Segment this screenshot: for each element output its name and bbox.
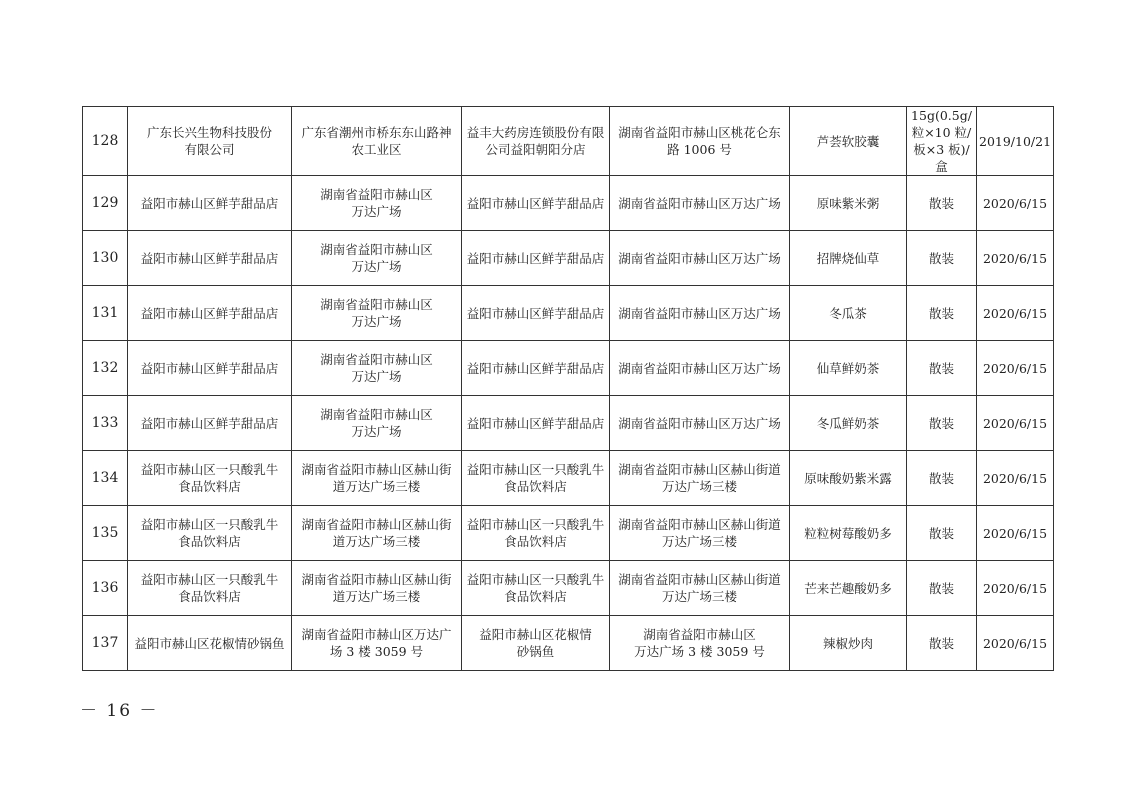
sampled-unit: 益阳市赫山区鲜芋甜品店 <box>462 231 610 286</box>
product-name: 冬瓜鲜奶茶 <box>790 396 907 451</box>
production-date: 2019/10/21 <box>977 107 1054 176</box>
table-row <box>83 231 1054 286</box>
product-name: 粒粒树莓酸奶多 <box>790 506 907 561</box>
specification: 散装 <box>907 286 977 341</box>
producer-address: 湖南省益阳市赫山区 万达广场 <box>292 396 462 451</box>
sampled-unit: 益阳市赫山区鲜芋甜品店 <box>462 396 610 451</box>
product-name: 芒来芒趣酸奶多 <box>790 561 907 616</box>
sampled-address: 湖南省益阳市赫山区赫山街道 万达广场三楼 <box>610 451 790 506</box>
producer-name: 益阳市赫山区鲜芋甜品店 <box>128 176 292 231</box>
sampled-unit: 益阳市赫山区鲜芋甜品店 <box>462 176 610 231</box>
specification: 散装 <box>907 396 977 451</box>
sampled-unit: 益丰大药房连锁股份有限 公司益阳朝阳分店 <box>462 107 610 176</box>
sampled-address: 湖南省益阳市赫山区 万达广场 3 楼 3059 号 <box>610 616 790 671</box>
product-name: 招牌烧仙草 <box>790 231 907 286</box>
producer-address: 湖南省益阳市赫山区 万达广场 <box>292 341 462 396</box>
product-name: 仙草鲜奶茶 <box>790 341 907 396</box>
producer-name: 益阳市赫山区鲜芋甜品店 <box>128 231 292 286</box>
row-number: 133 <box>83 396 128 451</box>
production-date: 2020/6/15 <box>977 396 1054 451</box>
row-number: 134 <box>83 451 128 506</box>
specification: 散装 <box>907 451 977 506</box>
producer-address: 广东省潮州市桥东东山路神 农工业区 <box>292 107 462 176</box>
production-date: 2020/6/15 <box>977 286 1054 341</box>
table-row <box>83 506 1054 561</box>
row-number: 132 <box>83 341 128 396</box>
producer-name: 益阳市赫山区花椒情砂锅鱼 <box>128 616 292 671</box>
specification: 散装 <box>907 176 977 231</box>
producer-name: 益阳市赫山区鲜芋甜品店 <box>128 396 292 451</box>
row-number: 130 <box>83 231 128 286</box>
row-number: 137 <box>83 616 128 671</box>
producer-address: 湖南省益阳市赫山区 万达广场 <box>292 176 462 231</box>
table-row <box>83 396 1054 451</box>
table-row <box>83 561 1054 616</box>
row-number: 135 <box>83 506 128 561</box>
product-name: 原味紫米粥 <box>790 176 907 231</box>
production-date: 2020/6/15 <box>977 341 1054 396</box>
producer-address: 湖南省益阳市赫山区赫山街 道万达广场三楼 <box>292 451 462 506</box>
row-number: 128 <box>83 107 128 176</box>
producer-name: 益阳市赫山区一只酸乳牛 食品饮料店 <box>128 451 292 506</box>
specification: 散装 <box>907 341 977 396</box>
production-date: 2020/6/15 <box>977 176 1054 231</box>
table-row <box>83 616 1054 671</box>
sampled-address: 湖南省益阳市赫山区万达广场 <box>610 231 790 286</box>
sampled-address: 湖南省益阳市赫山区万达广场 <box>610 286 790 341</box>
production-date: 2020/6/15 <box>977 561 1054 616</box>
specification: 散装 <box>907 231 977 286</box>
specification: 15g(0.5g/ 粒×10 粒/ 板×3 板)/ 盒 <box>907 107 977 176</box>
specification: 散装 <box>907 506 977 561</box>
sampled-address: 湖南省益阳市赫山区万达广场 <box>610 341 790 396</box>
production-date: 2020/6/15 <box>977 506 1054 561</box>
product-name: 芦荟软胶囊 <box>790 107 907 176</box>
product-name: 原味酸奶紫米露 <box>790 451 907 506</box>
producer-name: 广东长兴生物科技股份 有限公司 <box>128 107 292 176</box>
producer-address: 湖南省益阳市赫山区 万达广场 <box>292 231 462 286</box>
sampled-unit: 益阳市赫山区一只酸乳牛 食品饮料店 <box>462 561 610 616</box>
sampled-address: 湖南省益阳市赫山区万达广场 <box>610 396 790 451</box>
table-row <box>83 451 1054 506</box>
table-body <box>83 107 1054 671</box>
producer-name: 益阳市赫山区一只酸乳牛 食品饮料店 <box>128 506 292 561</box>
producer-address: 湖南省益阳市赫山区赫山街 道万达广场三楼 <box>292 506 462 561</box>
producer-address: 湖南省益阳市赫山区万达广 场 3 楼 3059 号 <box>292 616 462 671</box>
row-number: 129 <box>83 176 128 231</box>
product-name: 辣椒炒肉 <box>790 616 907 671</box>
row-number: 131 <box>83 286 128 341</box>
sampling-table <box>82 106 1054 671</box>
sampled-unit: 益阳市赫山区花椒情 砂锅鱼 <box>462 616 610 671</box>
table-row <box>83 107 1054 176</box>
producer-address: 湖南省益阳市赫山区赫山街 道万达广场三楼 <box>292 561 462 616</box>
sampled-address: 湖南省益阳市赫山区赫山街道 万达广场三楼 <box>610 561 790 616</box>
specification: 散装 <box>907 616 977 671</box>
sampled-unit: 益阳市赫山区一只酸乳牛 食品饮料店 <box>462 506 610 561</box>
sampled-unit: 益阳市赫山区鲜芋甜品店 <box>462 341 610 396</box>
production-date: 2020/6/15 <box>977 616 1054 671</box>
product-name: 冬瓜茶 <box>790 286 907 341</box>
production-date: 2020/6/15 <box>977 231 1054 286</box>
sampled-unit: 益阳市赫山区一只酸乳牛 食品饮料店 <box>462 451 610 506</box>
specification: 散装 <box>907 561 977 616</box>
sampled-address: 湖南省益阳市赫山区桃花仑东 路 1006 号 <box>610 107 790 176</box>
sampled-unit: 益阳市赫山区鲜芋甜品店 <box>462 286 610 341</box>
producer-address: 湖南省益阳市赫山区 万达广场 <box>292 286 462 341</box>
producer-name: 益阳市赫山区鲜芋甜品店 <box>128 341 292 396</box>
sampled-address: 湖南省益阳市赫山区赫山街道 万达广场三楼 <box>610 506 790 561</box>
production-date: 2020/6/15 <box>977 451 1054 506</box>
producer-name: 益阳市赫山区一只酸乳牛 食品饮料店 <box>128 561 292 616</box>
table-row <box>83 286 1054 341</box>
producer-name: 益阳市赫山区鲜芋甜品店 <box>128 286 292 341</box>
page-number: － 16 － <box>80 701 159 721</box>
table-row <box>83 341 1054 396</box>
sampled-address: 湖南省益阳市赫山区万达广场 <box>610 176 790 231</box>
row-number: 136 <box>83 561 128 616</box>
table-row <box>83 176 1054 231</box>
